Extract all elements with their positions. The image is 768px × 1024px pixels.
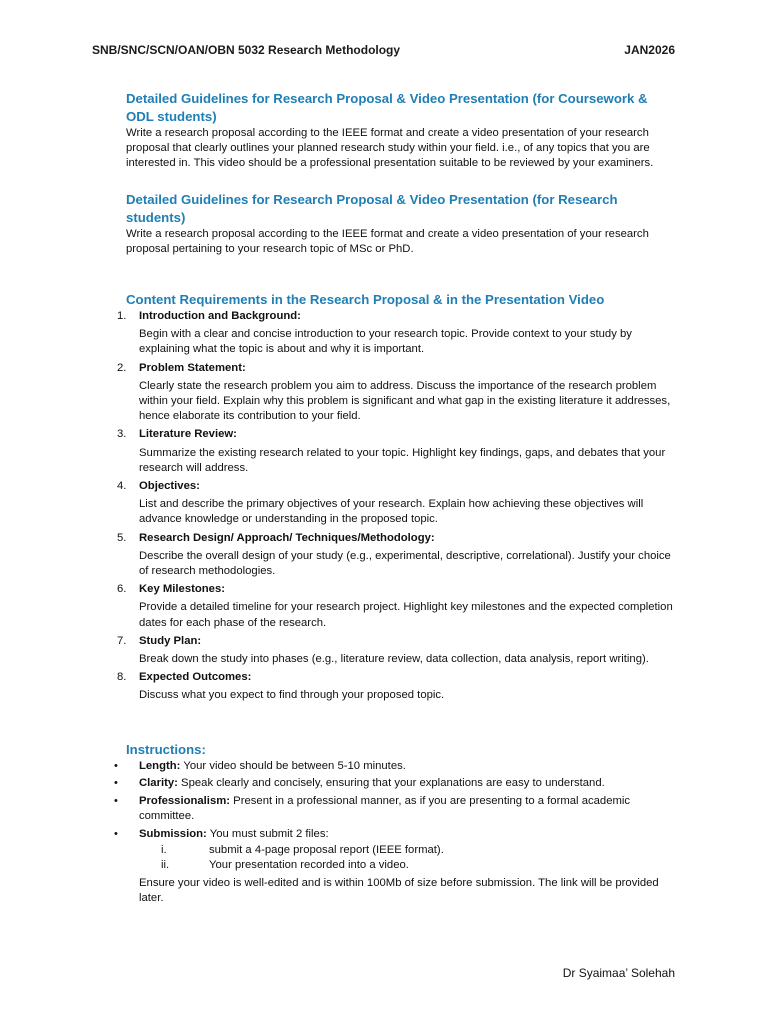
item-number: 6. bbox=[117, 583, 127, 596]
instruction-text: Speak clearly and concisely, ensuring that your explanations are easy to understand. bbox=[177, 777, 605, 790]
item-label: Key Milestones: bbox=[139, 583, 226, 596]
section-body-coursework: Write a research proposal according to the IEEE format and create a video presentation of your research proposal that clearly outlines your planned research study within your field. i.e., of any topics that you are interested in. This video should be a professional presentation suitable to be reviewed by your examiners. bbox=[126, 127, 654, 170]
sub-item-number: ii. bbox=[161, 859, 170, 872]
instruction-label: Professionalism: bbox=[139, 795, 231, 808]
section-body-research: Write a research proposal according to the IEEE format and create a video presentation of your research proposal pertaining to your research topic of MSc or PhD. bbox=[126, 227, 649, 255]
item-description: Begin with a clear and concise introduction to your research topic. Provide context to your study by explaining what the topic is about and why it is important. bbox=[139, 328, 632, 356]
list-item bbox=[114, 827, 676, 874]
page-header bbox=[92, 43, 675, 57]
item-label: Literature Review: bbox=[139, 428, 237, 441]
bullet-icon: • bbox=[114, 777, 118, 790]
section-title-research: Detailed Guidelines for Research Proposal & Video Presentation (for Research students) bbox=[126, 191, 618, 225]
item-description: Provide a detailed timeline for your research project. Highlight key milestones and the expected completion dates for each phase of the research. bbox=[139, 601, 673, 629]
list-item bbox=[117, 634, 676, 667]
item-number: 4. bbox=[117, 480, 127, 493]
item-description: Break down the study into phases (e.g., literature review, data collection, data analysis, report writing). bbox=[139, 653, 649, 666]
item-description: Clearly state the research problem you aim to address. Discuss the importance of the research problem within your field. Explain why this problem is significant and what gap in the existing literature it addresses, hence elaborate its contribution to your field. bbox=[139, 379, 671, 423]
item-description: List and describe the primary objectives of your research. Explain how achieving these objectives will advance knowledge or understanding in the proposed topic. bbox=[139, 498, 644, 526]
instruction-text: Present in a professional manner, as if you are presenting to a formal academic committee. bbox=[139, 795, 631, 823]
bullet-icon: • bbox=[114, 759, 118, 772]
item-number: 7. bbox=[117, 634, 127, 647]
instruction-text: You must submit 2 files: bbox=[206, 828, 329, 840]
requirements-list bbox=[117, 309, 676, 704]
closing-note: Ensure your video is well-edited and is within 100Mb of size before submission. The link will be provided later. bbox=[139, 877, 659, 905]
item-description: Describe the overall design of your study (e.g., experimental, descriptive, correlational). Justify your choice of research methodologies. bbox=[139, 549, 671, 578]
instruction-label: Submission: bbox=[139, 828, 207, 840]
list-item bbox=[117, 309, 676, 358]
list-item bbox=[117, 479, 676, 528]
list-item bbox=[117, 531, 676, 580]
course-title: SNB/SNC/SCN/OAN/OBN 5032 Research Methodology bbox=[92, 43, 401, 57]
list-item bbox=[117, 361, 676, 425]
item-description: Discuss what you expect to find through your proposed topic. bbox=[139, 689, 445, 702]
list-item bbox=[117, 427, 676, 476]
section-title-instructions: Instructions: bbox=[126, 741, 206, 757]
instruction-label: Clarity: bbox=[139, 777, 178, 790]
item-label: Expected Outcomes: bbox=[139, 671, 252, 684]
item-label: Introduction and Background: bbox=[139, 310, 301, 323]
list-item bbox=[117, 670, 676, 703]
sub-item-text: Your presentation recorded into a video. bbox=[209, 859, 409, 872]
instruction-text: Your video should be between 5-10 minutes. bbox=[180, 759, 406, 772]
instruction-label: Length: bbox=[139, 759, 181, 772]
item-number: 8. bbox=[117, 671, 127, 684]
item-number: 2. bbox=[117, 361, 127, 374]
section-title-content-requirements: Content Requirements in the Research Proposal & in the Presentation Video bbox=[126, 292, 605, 308]
item-number: 5. bbox=[117, 531, 127, 544]
sub-item-text: submit a 4-page proposal report (IEEE format). bbox=[209, 844, 444, 857]
item-number: 1. bbox=[117, 310, 127, 323]
bullet-icon: • bbox=[114, 828, 118, 840]
section-title-coursework: Detailed Guidelines for Research Proposal & Video Presentation (for Coursework & ODL students) bbox=[126, 91, 648, 124]
item-label: Study Plan: bbox=[139, 634, 202, 647]
item-description: Summarize the existing research related to your topic. Highlight key findings, gaps, and debates that your research will address. bbox=[139, 446, 666, 474]
list-item bbox=[114, 794, 676, 824]
list-item bbox=[139, 843, 676, 858]
sub-item-number: i. bbox=[161, 844, 167, 857]
header-date: JAN2026 bbox=[624, 43, 675, 57]
submission-sublist bbox=[139, 843, 676, 873]
item-label: Research Design/ Approach/ Techniques/Methodology: bbox=[139, 531, 435, 544]
document-body bbox=[114, 90, 676, 907]
bullet-icon: • bbox=[114, 795, 118, 808]
instructions-list bbox=[114, 759, 676, 874]
list-item bbox=[117, 582, 676, 631]
item-label: Objectives: bbox=[139, 480, 200, 493]
item-number: 3. bbox=[117, 428, 127, 441]
list-item bbox=[114, 776, 676, 791]
author-signature: Dr Syaimaa’ Solehah bbox=[562, 966, 675, 980]
item-label: Problem Statement: bbox=[139, 361, 246, 374]
list-item bbox=[139, 858, 676, 873]
list-item bbox=[114, 759, 676, 774]
